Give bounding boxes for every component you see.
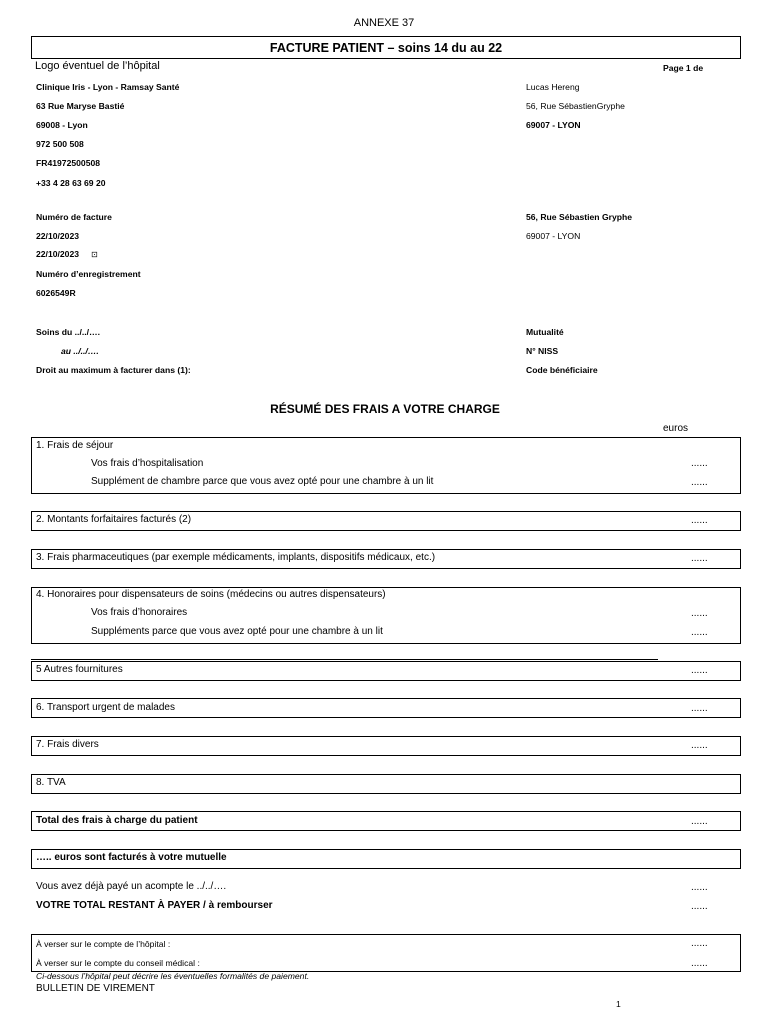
hospital-phone-intl: +33 4 28 63 69 20 <box>36 178 106 188</box>
flat-amounts-value: ...... <box>691 515 708 526</box>
beneficiary-code-label: Code bénéficiaire <box>526 365 598 375</box>
page-label: Page 1 de <box>663 63 704 73</box>
section-supplies <box>31 661 741 681</box>
care-to: au ../../…. <box>61 346 99 356</box>
niss-label: N° NISS <box>526 346 559 356</box>
section-2-title: 2. Montants forfaitaires facturés (2) <box>36 514 192 525</box>
section-4-title: 4. Honoraires pour dispensateurs de soins (médecins ou autres dispensateurs) <box>36 589 386 600</box>
invoice-date-2: 22/10/2023 <box>36 249 80 259</box>
hospital-ref: FR41972500508 <box>36 158 101 168</box>
hospital-street: 63 Rue Maryse Bastié <box>36 101 125 111</box>
mutuality-label: Mutualité <box>526 327 564 337</box>
max-billing-right: Droit au maximum à facturer dans (1): <box>36 365 191 375</box>
pay-council-amount: ...... <box>691 958 708 969</box>
advance-amount: ...... <box>691 882 708 893</box>
room-supplement-amount: ...... <box>691 477 708 488</box>
section-vat <box>31 774 741 794</box>
section-7-title: 7. Frais divers <box>36 739 99 750</box>
pay-hospital-label: À verser sur le compte de l’hôpital : <box>36 939 171 949</box>
hospitalisation-amount: ...... <box>691 458 708 469</box>
remaining-total: VOTRE TOTAL RESTANT À PAYER / à rembourser <box>36 900 273 911</box>
fee-supplements-amount: ...... <box>691 627 708 638</box>
hospital-city: 69008 - Lyon <box>36 120 88 130</box>
page-number: 1 <box>616 999 621 1009</box>
advance-paid: Vous avez déjà payé un acompte le ../../…. <box>36 881 227 892</box>
invoice-date: 22/10/2023 <box>36 231 80 241</box>
section-6-title: 6. Transport urgent de malades <box>36 702 175 713</box>
title-box <box>31 36 741 59</box>
invoice-number-label: Numéro de facture <box>36 212 112 222</box>
fee-charges: Vos frais d’honoraires <box>91 607 188 618</box>
total-label: Total des frais à charge du patient <box>36 815 198 826</box>
registration-label: Numéro d’enregistrement <box>36 269 141 279</box>
misc-amount: ...... <box>691 740 708 751</box>
room-supplement: Supplément de chambre parce que vous avez opté pour une chambre à un lit <box>91 476 434 487</box>
summary-title: RÉSUMÉ DES FRAIS A VOTRE CHARGE <box>270 402 500 416</box>
currency-label: euros <box>663 423 689 434</box>
patient-city-2: 69007 - LYON <box>526 231 581 241</box>
hospitalisation-fees: Vos frais d’hospitalisation <box>91 458 204 469</box>
supplies-amount: ...... <box>691 665 708 676</box>
fee-supplements: Suppléments parce que vous avez opté pour une chambre à un lit <box>91 626 383 637</box>
patient-street: 56, Rue SébastienGryphe <box>526 101 625 111</box>
section-5-title: 5 Autres fournitures <box>36 664 123 675</box>
section-3-title: 3. Frais pharmaceutiques (par exemple médicaments, implants, dispositifs médicaux, etc.) <box>36 552 436 563</box>
pay-hospital-amount: ...... <box>691 938 708 949</box>
patient-city: 69007 - LYON <box>526 120 581 130</box>
transport-amount: ...... <box>691 703 708 714</box>
hospital-name: Clinique Iris - Lyon - Ramsay Santé <box>36 82 180 92</box>
bulletin-label: BULLETIN DE VIREMENT <box>36 983 155 994</box>
section-8-title: 8. TVA <box>36 777 66 788</box>
registration-number: 6026549R <box>36 288 76 298</box>
mutual-billed: ….. euros sont facturés à votre mutuelle <box>36 852 227 863</box>
date-marker-icon: ⊡ <box>91 250 98 259</box>
care-from: Soins du ../../…. <box>36 327 100 337</box>
remaining-amount: ...... <box>691 901 708 912</box>
section-misc <box>31 736 741 756</box>
pay-council-label: À verser sur le compte du conseil médical : <box>36 958 200 968</box>
annex-label: ANNEXE 37 <box>353 17 415 29</box>
section-1-title: 1. Frais de séjour <box>36 440 114 451</box>
fee-charges-amount: ...... <box>691 608 708 619</box>
hospital-phone: 972 500 508 <box>36 139 84 149</box>
payment-note: Ci-dessous l’hôpital peut décrire les éventuelles formalités de paiement. <box>36 971 310 981</box>
patient-name: Lucas Hereng <box>526 82 580 92</box>
section-5-rule <box>31 659 658 660</box>
invoice-title: FACTURE PATIENT – soins 14 du au 22 <box>269 41 503 55</box>
total-amount: ...... <box>691 816 708 827</box>
pharma-amount: ...... <box>691 553 708 564</box>
patient-street-2: 56, Rue Sébastien Gryphe <box>526 212 633 222</box>
logo-placeholder: Logo éventuel de l’hôpital <box>35 60 160 72</box>
